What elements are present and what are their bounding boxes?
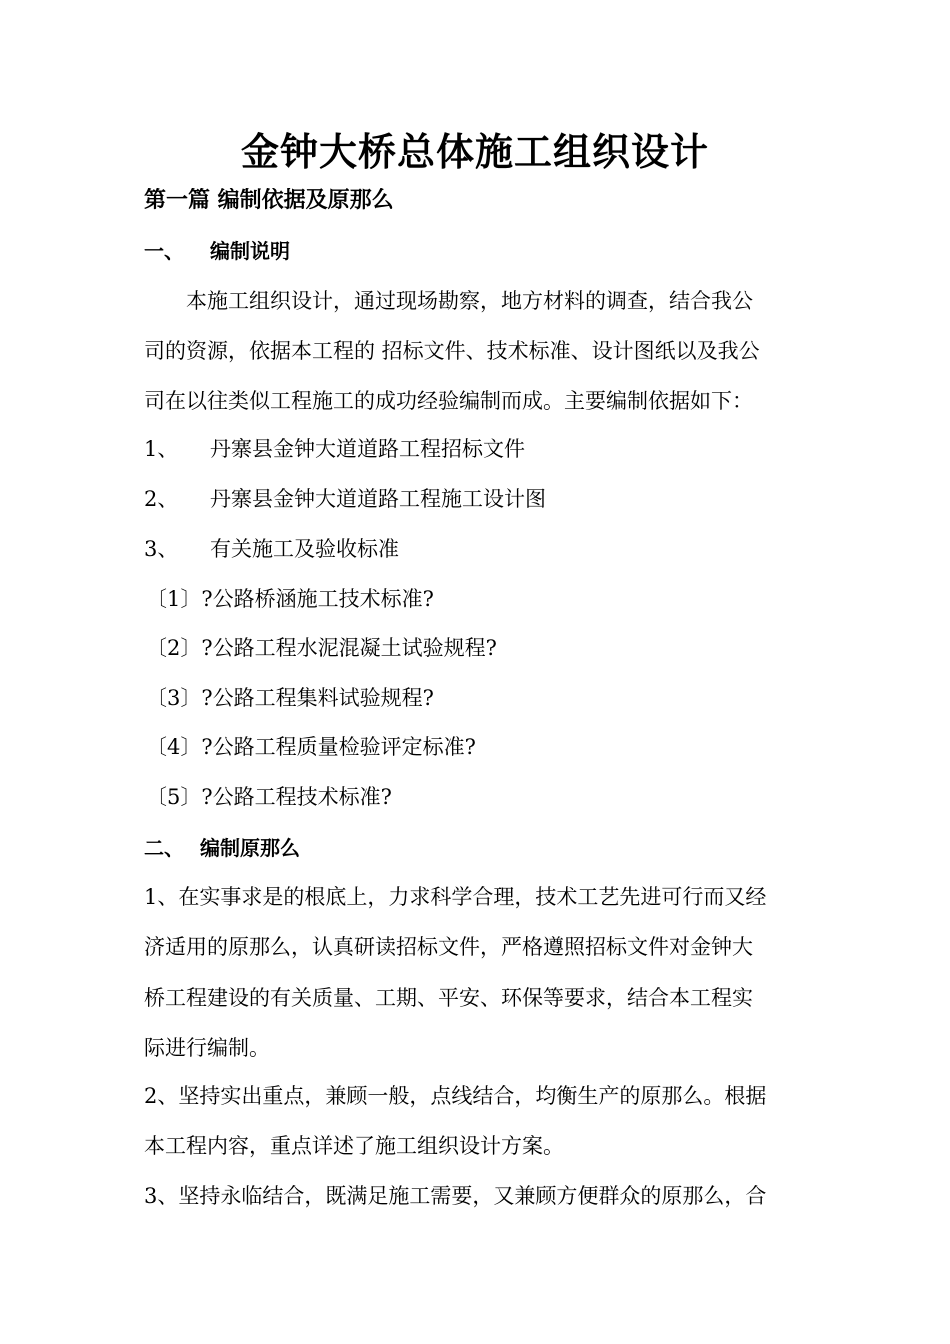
- paragraph-line: 司在以往类似工程施工的成功经验编制而成。主要编制依据如下：: [144, 389, 753, 413]
- section-heading-1: [144, 238, 809, 264]
- list-item: [144, 536, 809, 562]
- section-number: 一、: [144, 239, 184, 263]
- standard-item: 〔5〕?公路工程技术标准?: [146, 785, 392, 809]
- list-text: 丹寨县金钟大道道路工程招标文件: [210, 437, 525, 461]
- standard-item: 〔3〕?公路工程集料试验规程?: [146, 686, 434, 710]
- paragraph-line: 2、坚持实出重点，兼顾一般，点线结合，均衡生产的原那么。根据: [144, 1084, 767, 1108]
- paragraph-line: 际进行编制。: [144, 1036, 270, 1060]
- paragraph-line: 桥工程建设的有关质量、工期、平安、环保等要求，结合本工程实: [144, 986, 753, 1010]
- list-number: 1、: [144, 437, 179, 461]
- list-text: 有关施工及验收标准: [210, 537, 399, 561]
- document-title: 金钟大桥总体施工组织设计: [240, 130, 709, 174]
- part-heading: 第一篇 编制依据及原那么: [144, 188, 394, 213]
- paragraph-line: 本施工组织设计，通过现场勘察，地方材料的调查，结合我公: [186, 289, 753, 313]
- standard-item: 〔1〕?公路桥涵施工技术标准?: [146, 587, 434, 611]
- standard-item: 〔2〕?公路工程水泥混凝土试验规程?: [146, 636, 497, 660]
- list-number: 3、: [144, 537, 179, 561]
- paragraph-line: 3、坚持永临结合，既满足施工需要，又兼顾方便群众的原那么，合: [144, 1184, 767, 1208]
- section-title: 编制原那么: [200, 836, 300, 860]
- paragraph-line: 1、在实事求是的根底上，力求科学合理，技术工艺先进可行而又经: [144, 885, 767, 909]
- paragraph-line: 济适用的原那么，认真研读招标文件，严格遵照招标文件对金钟大: [144, 935, 753, 959]
- section-number: 二、: [144, 836, 184, 860]
- section-title: 编制说明: [210, 239, 290, 263]
- paragraph-line: 本工程内容，重点详述了施工组织设计方案。: [144, 1134, 564, 1158]
- list-number: 2、: [144, 487, 179, 511]
- list-item: [144, 486, 809, 512]
- section-heading-2: [144, 835, 809, 861]
- paragraph-line: 司的资源，依据本工程的 招标文件、技术标准、设计图纸以及我公: [144, 339, 760, 363]
- list-text: 丹寨县金钟大道道路工程施工设计图: [210, 487, 546, 511]
- list-item: [144, 436, 809, 462]
- standard-item: 〔4〕?公路工程质量检验评定标准?: [146, 735, 476, 759]
